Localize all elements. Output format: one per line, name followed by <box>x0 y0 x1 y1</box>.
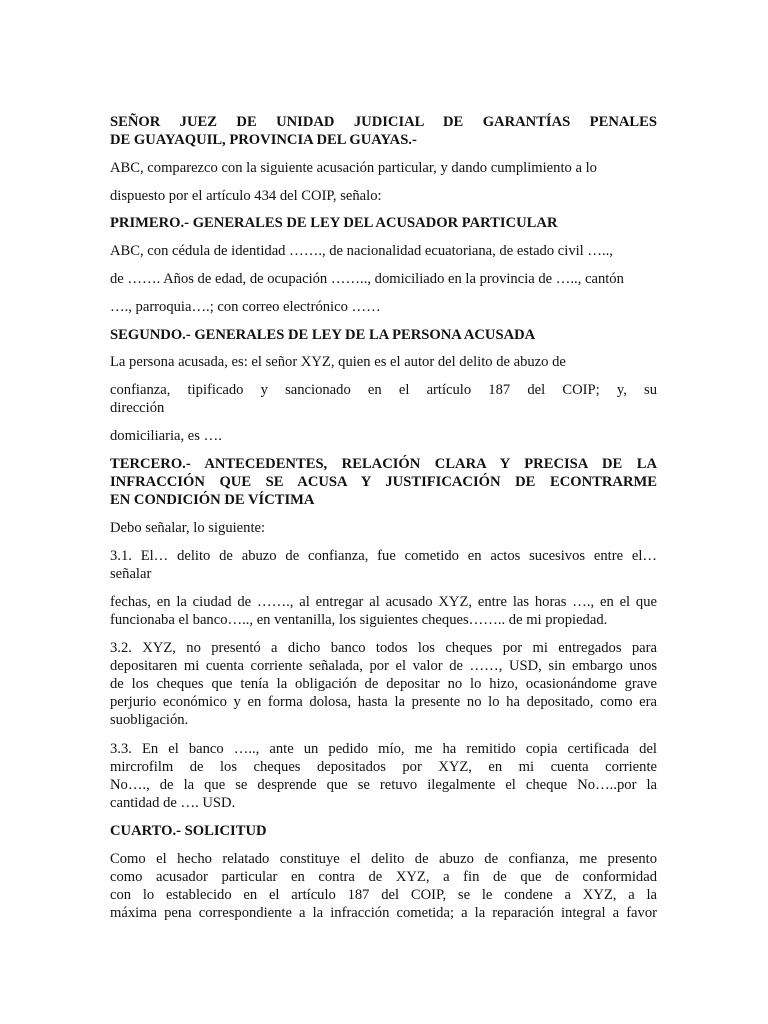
court-heading-line-1: SEÑOR JUEZ DE UNIDAD JUDICIAL DE GARANTÍAS PENALES <box>110 114 657 130</box>
item-3-3-line-2: mircrofilm de los cheques depositados por XYZ, en mi cuenta corriente <box>110 759 657 775</box>
segundo-line-1: La persona acusada, es: el señor XYZ, quien es el autor del delito de abuzo de <box>110 354 566 370</box>
cuarto-line-3: con lo establecido en el artículo 187 del COIP, se le condene a XYZ, a la <box>110 887 657 903</box>
item-3-1-line-2: señalar <box>110 566 152 582</box>
item-3-3-line-1: 3.3. En el banco ….., ante un pedido mío, me ha remitido copia certificada del <box>110 741 657 757</box>
segundo-line-4: domiciliaria, es …. <box>110 428 222 444</box>
primero-line-1: ABC, con cédula de identidad ……., de nacionalidad ecuatoriana, de estado civil ….., <box>110 243 613 259</box>
intro-line-1: ABC, comparezco con la siguiente acusación particular, y dando cumplimiento a lo <box>110 160 597 176</box>
section-tercero-title-line-3: EN CONDICIÓN DE VÍCTIMA <box>110 492 315 508</box>
item-3-2-line-1: 3.2. XYZ, no presentó a dicho banco todos los cheques por mi entregados para <box>110 640 657 656</box>
segundo-line-2: confianza, tipificado y sancionado en el artículo 187 del COIP; y, su <box>110 382 657 398</box>
cuarto-line-2: como acusador particular en contra de XYZ, a fin de que de conformidad <box>110 869 657 885</box>
item-3-2-line-2: depositaren mi cuenta corriente señalada, por el valor de ……, USD, sin embargo unos <box>110 658 657 674</box>
segundo-line-3: dirección <box>110 400 165 416</box>
item-3-1-cont-line-2: funcionaba el banco….., en ventanilla, los siguientes cheques…….. de mi propiedad. <box>110 612 608 628</box>
item-3-2-line-5: suobligación. <box>110 712 189 728</box>
section-tercero-title-line-2: INFRACCIÓN QUE SE ACUSA Y JUSTIFICACIÓN DE ECONTRARME <box>110 474 657 490</box>
section-tercero-title-line-1: TERCERO.- ANTECEDENTES, RELACIÓN CLARA Y PRECISA DE LA <box>110 456 657 472</box>
cuarto-line-1: Como el hecho relatado constituye el delito de abuzo de confianza, me presento <box>110 851 657 867</box>
item-3-1-line-1: 3.1. El… delito de abuzo de confianza, fue cometido en actos sucesivos entre el… <box>110 548 657 564</box>
cuarto-line-4: máxima pena correspondiente a la infracción cometida; a la reparación integral a favor <box>110 905 657 921</box>
primero-line-3: …., parroquia….; con correo electrónico …… <box>110 299 381 315</box>
item-3-1-cont-line-1: fechas, en la ciudad de ……., al entregar al acusado XYZ, entre las horas …., en el que <box>110 594 657 610</box>
item-3-2-line-4: perjurio económico y en forma dolosa, hasta la presente no lo ha depositado, como era <box>110 694 657 710</box>
item-3-3-line-3: No…., de la que se desprende que se retuvo ilegalmente el cheque No…..por la <box>110 777 657 793</box>
court-heading-line-2: DE GUAYAQUIL, PROVINCIA DEL GUAYAS.- <box>110 132 417 148</box>
tercero-lead: Debo señalar, lo siguiente: <box>110 520 266 536</box>
section-segundo-title: SEGUNDO.- GENERALES DE LEY DE LA PERSONA ACUSADA <box>110 327 536 343</box>
section-primero-title: PRIMERO.- GENERALES DE LEY DEL ACUSADOR PARTICULAR <box>110 215 558 231</box>
section-cuarto-title: CUARTO.- SOLICITUD <box>110 823 267 839</box>
intro-line-2: dispuesto por el artículo 434 del COIP, señalo: <box>110 188 382 204</box>
item-3-2-line-3: de los cheques que tenía la obligación de depositar no lo hizo, ocasionándome grave <box>110 676 657 692</box>
primero-line-2: de ……. Años de edad, de ocupación …….., domiciliado en la provincia de ….., cantón <box>110 271 624 287</box>
item-3-3-line-4: cantidad de …. USD. <box>110 795 236 811</box>
